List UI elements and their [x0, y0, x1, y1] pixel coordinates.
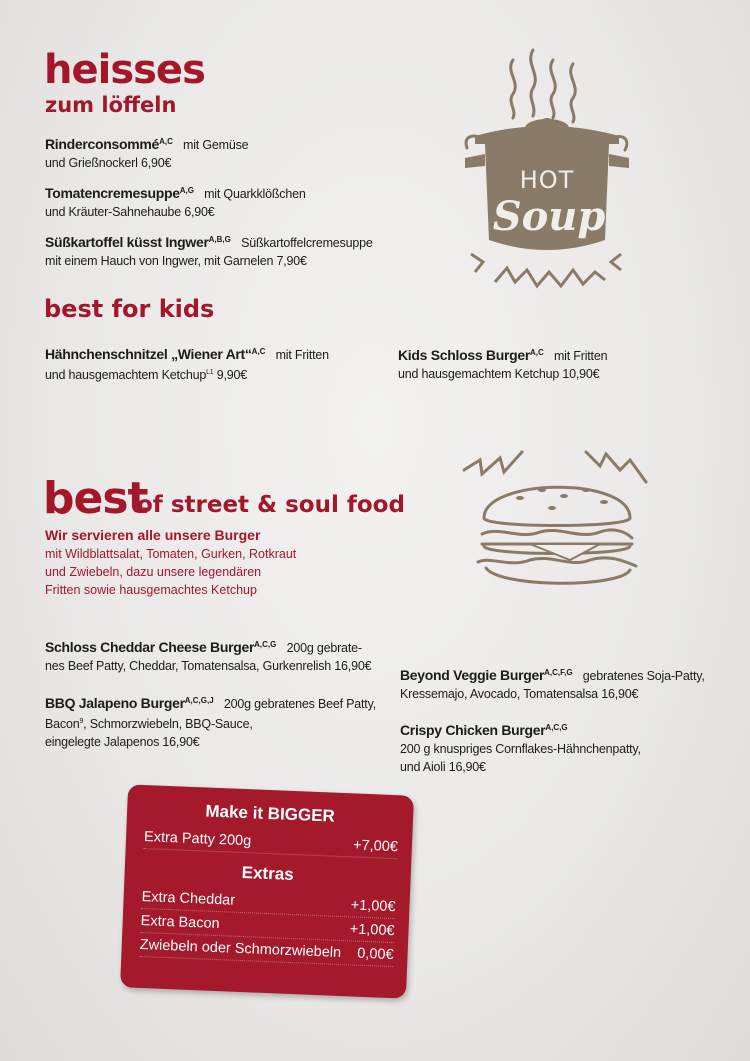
extra-row: Zwiebeln oder Schmorzwiebeln 0,00€	[139, 937, 394, 967]
menu-item: Crispy Chicken Burger$^{A,C,G}$ 200 g knuspriges Cornflakes-Hähnchenpatty, und Aioli 16,90€	[400, 722, 641, 774]
menu-item: Süßkartoffel küsst Ingwer$^{A,B,G}$ Süßkartoffelcremesuppe mit einem Hauch von Ingwer, mit Garnelen 7,90€	[45, 234, 373, 268]
extra-row: Extra Patty 200g +7,00€	[144, 829, 399, 859]
menu-item: BBQ Jalapeno Burger$^{A,C,G,J}$ 200g gebratenes Beef Patty, Bacon$^9$, Schmorzwiebeln, BBQ-Sauce, eingelegte Jalapenos 16,90€	[45, 695, 376, 749]
menu-item: Tomatencremesuppe$^{A,G}$ mit Quarkklößchen und Kräuter-Sahnehaube 6,90€	[45, 185, 306, 219]
extra-row: Extra Bacon +1,00€	[140, 913, 395, 943]
card-title-bigger: Make it BIGGER	[205, 801, 336, 826]
street-heading-small: of street & soul food	[137, 492, 405, 518]
menu-item: Schloss Cheddar Cheese Burger$^{A,C,G}$ 200g gebrate- nes Beef Patty, Cheddar, Tomatensalsa, Gurkenrelish 16,90€	[45, 639, 372, 673]
kids-heading: best for kids	[44, 295, 215, 323]
extras-card	[120, 784, 414, 998]
menu-item: Kids Schloss Burger$^{A,C}$ mit Fritten und hausgemachtem Ketchup 10,90€	[398, 347, 608, 381]
street-heading-big: best	[43, 473, 148, 524]
burger-icon	[460, 448, 660, 598]
burger-intro: Wir servieren alle unsere Burger mit Wildblattsalat, Tomaten, Gurken, Rotkraut und Zwiebeln, dazu unsere legendären Fritten sowie hausgemachtes Ketchup	[45, 527, 297, 597]
extra-row: Extra Cheddar +1,00€	[141, 889, 396, 919]
menu-item: Hähnchenschnitzel „Wiener Art“$^{A,C}$ mit Fritten und hausgemachtem Ketchup$^{L1}$ 9,90€	[45, 346, 329, 382]
steaming-pot-icon	[455, 40, 640, 310]
soup-subheading: zum löffeln	[45, 93, 177, 117]
menu-item: Rinderconsommé$^{A,C}$ mit Gemüse und Grießnockerl 6,90€	[45, 136, 249, 170]
hot-label: HOT	[519, 166, 575, 194]
menu-item: Beyond Veggie Burger$^{A,C,F,G}$ gebratenes Soja-Patty, Kressemajo, Avocado, Tomatensalsa 16,90€	[400, 667, 705, 701]
card-title-extras: Extras	[241, 862, 295, 885]
soup-heading: heisses	[44, 47, 205, 93]
soup-label: Soup	[492, 193, 606, 240]
